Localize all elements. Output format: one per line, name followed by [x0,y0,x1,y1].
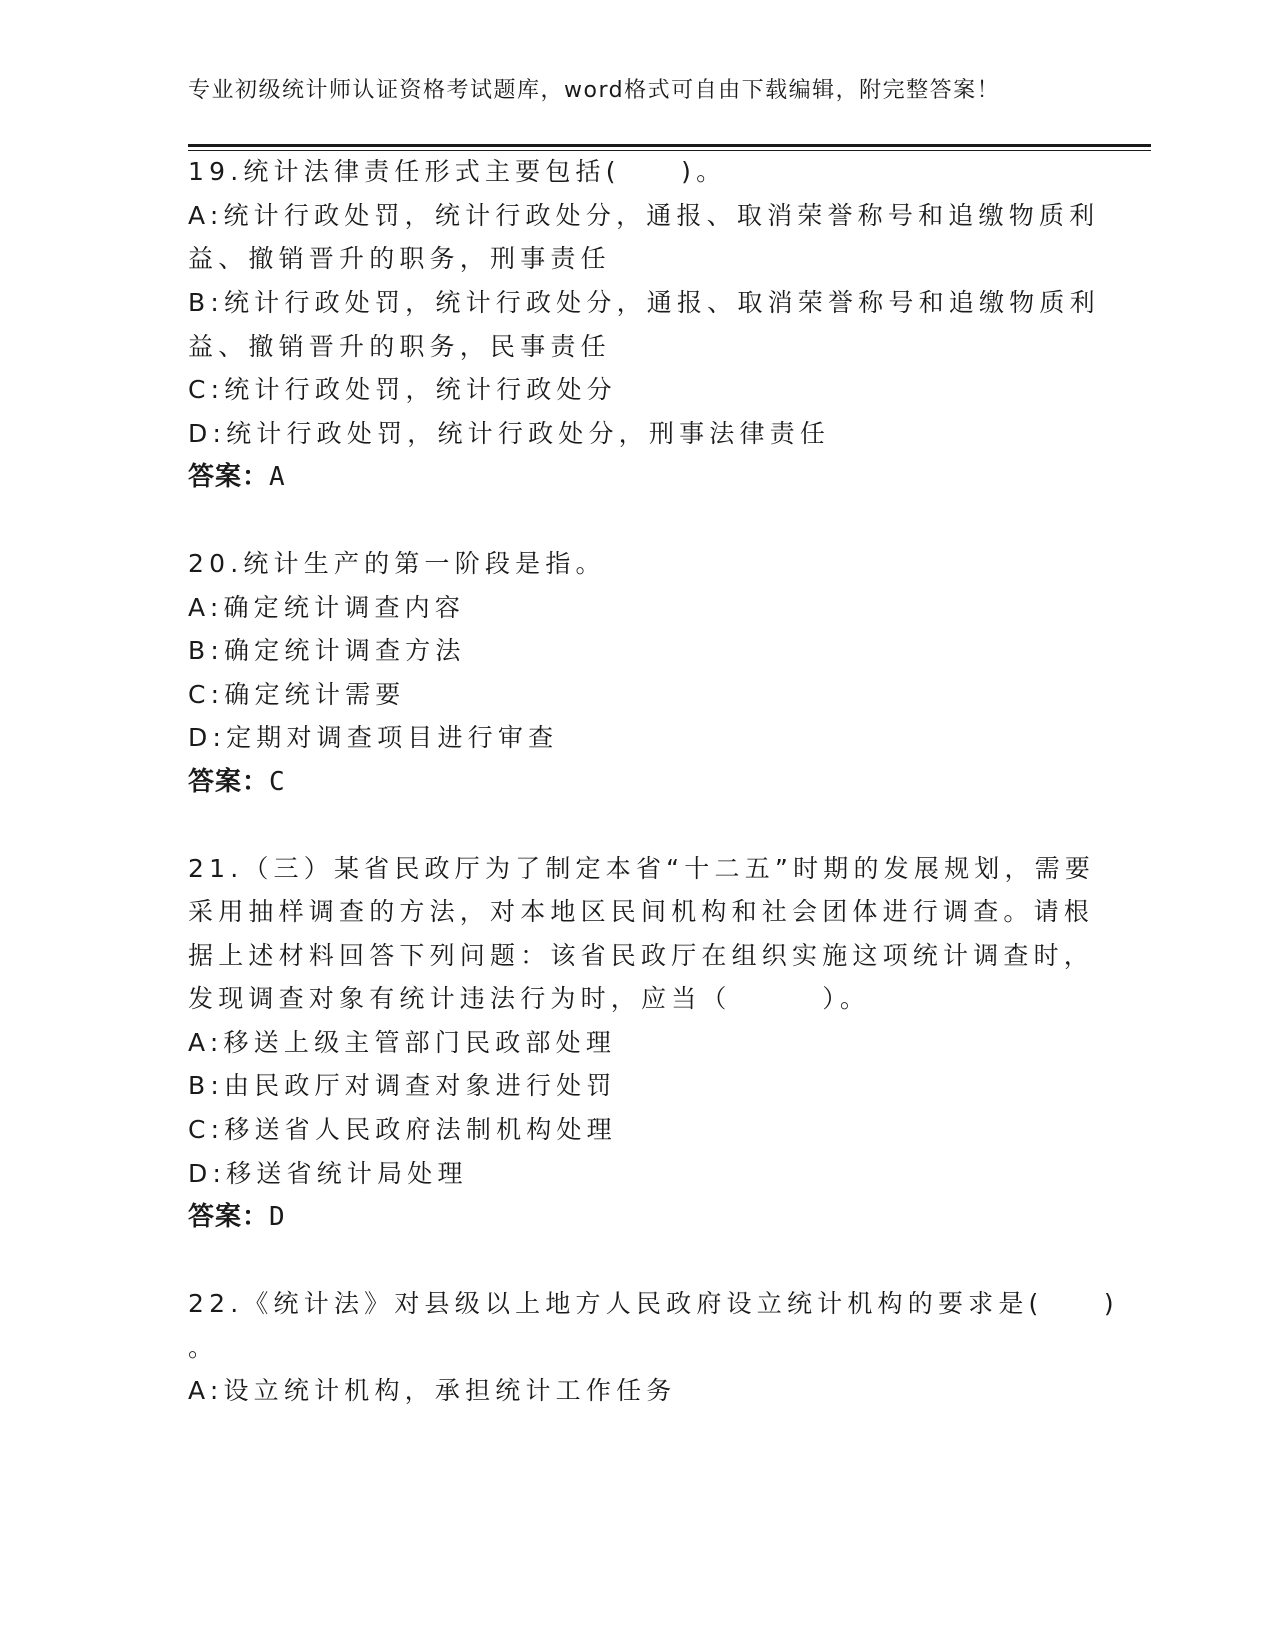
page-header: 专业初级统计师认证资格考试题库，word格式可自由下载编辑，附完整答案！ [188,78,1001,103]
question-19-answer [188,460,286,494]
question-22-option-a: A:设立统计机构，承担统计工作任务 [188,1376,677,1405]
question-20-option-c: C:确定统计需要 [188,680,406,709]
question-19-option-d: D:统计行政处罚，统计行政处分，刑事法律责任 [188,419,831,448]
header-rule-thick [188,144,1151,147]
question-21-option-a: A:移送上级主管部门民政部处理 [188,1028,617,1057]
question-19-option-a-cont: 益、撤销晋升的职务，刑事责任 [188,244,611,273]
question-21-stem-cont-1: 采用抽样调查的方法，对本地区民间机构和社会团体进行调查。请根 [188,897,1095,926]
answer-label: 答案： [188,462,270,492]
question-21-stem-cont-3: 发现调查对象有统计违法行为时，应当（ ）。 [188,984,871,1013]
question-22-stem-cont: 。 [188,1333,219,1362]
question-21-option-b: B:由民政厅对调查对象进行处罚 [188,1071,617,1100]
question-19-option-c: C:统计行政处罚，统计行政处分 [188,375,617,404]
answer-value: C [269,767,286,797]
answer-value: A [269,462,286,492]
question-21-option-c: C:移送省人民政府法制机构处理 [188,1115,617,1144]
question-21-answer [188,1200,286,1234]
question-22-stem: 22.《统计法》对县级以上地方人民政府设立统计机构的要求是( ) [188,1289,1119,1318]
header-rule-thin [188,150,1151,151]
question-20-option-a: A:确定统计调查内容 [188,593,466,622]
question-19-option-b: B:统计行政处罚，统计行政处分，通报、取消荣誉称号和追缴物质利 [188,288,1100,317]
answer-label: 答案： [188,1202,270,1232]
question-20-answer [188,765,286,799]
question-21-option-d: D:移送省统计局处理 [188,1159,468,1188]
answer-label: 答案： [188,767,270,797]
question-20-stem: 20.统计生产的第一阶段是指。 [188,549,606,578]
question-21-stem-cont-2: 据上述材料回答下列问题：该省民政厅在组织实施这项统计调查时， [188,941,1095,970]
question-20-option-b: B:确定统计调查方法 [188,636,466,665]
question-19-option-a: A:统计行政处罚，统计行政处分，通报、取消荣誉称号和追缴物质利 [188,201,1100,230]
question-21-stem: 21.（三）某省民政厅为了制定本省“十二五”时期的发展规划，需要 [188,854,1096,883]
question-20-option-d: D:定期对调查项目进行审查 [188,723,559,752]
question-19-option-b-cont: 益、撤销晋升的职务，民事责任 [188,332,611,361]
question-19-stem: 19.统计法律责任形式主要包括( )。 [188,157,727,186]
answer-value: D [269,1202,286,1232]
